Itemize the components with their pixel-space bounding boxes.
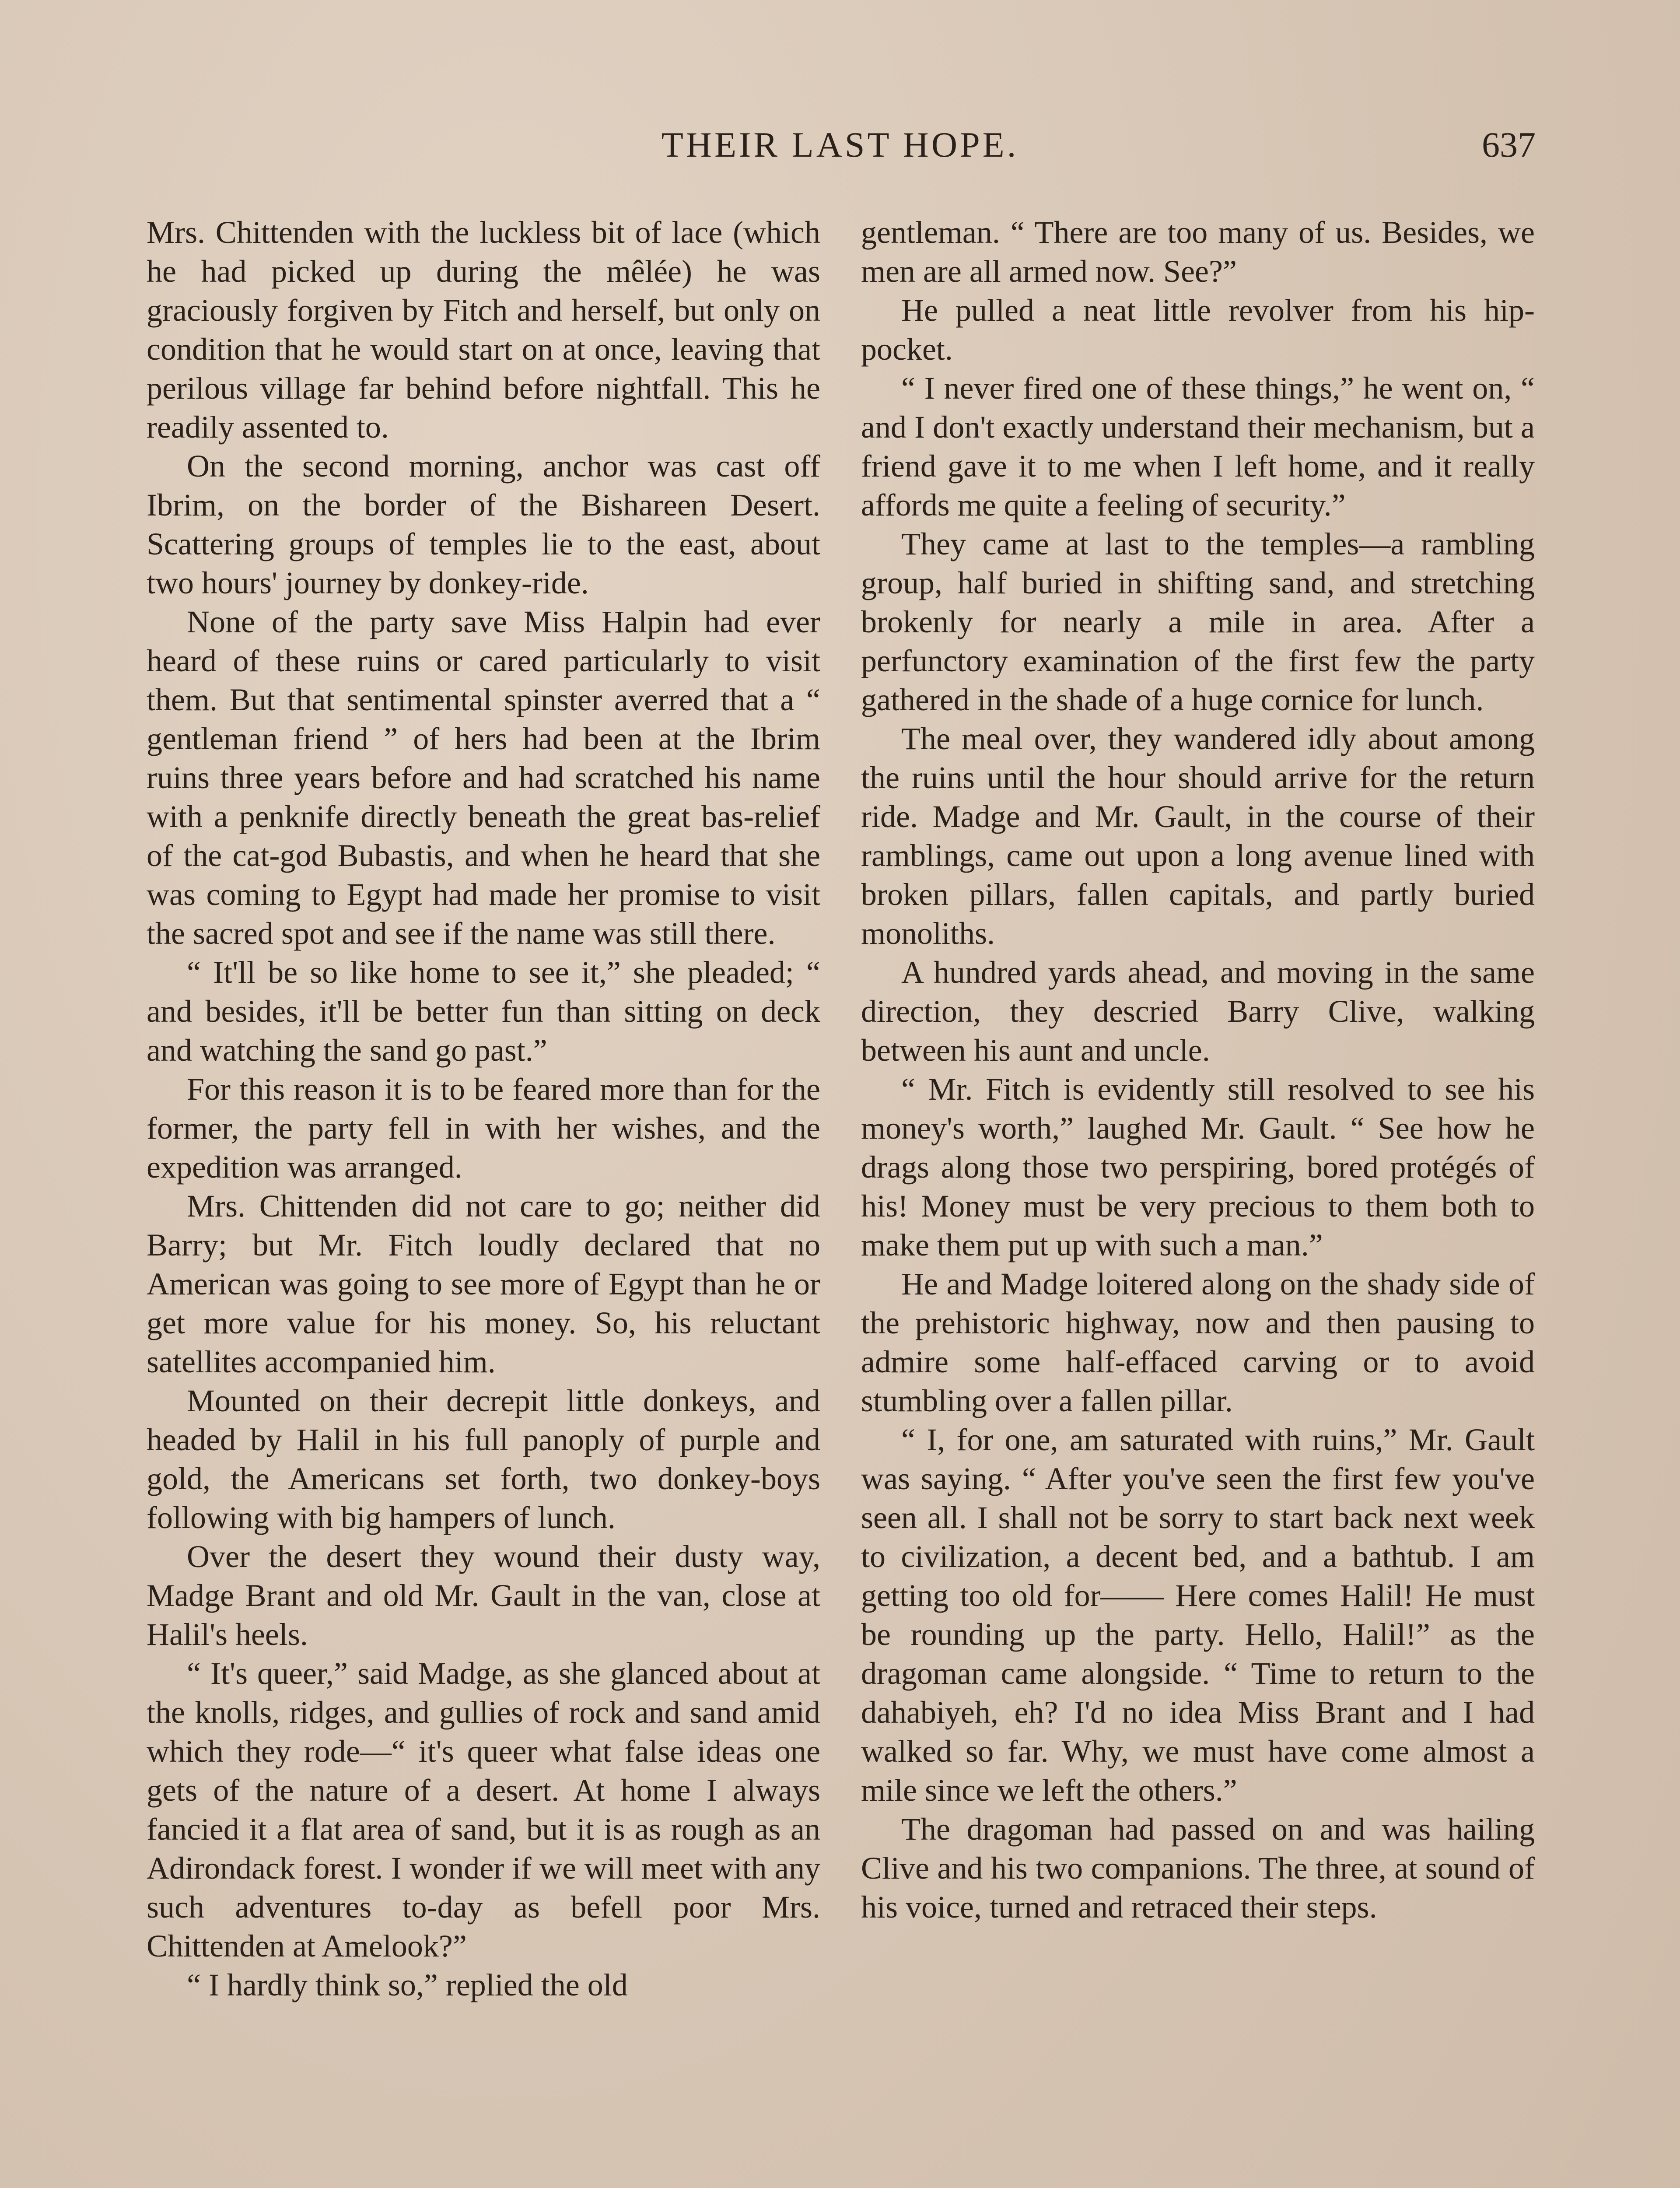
paragraph: gentleman. “ There are too many of us. Besides, we men are all armed now. See?” [861,215,1535,289]
right-column [861,213,1535,1927]
paragraph: He pulled a neat little revolver from his hip-pocket. [861,293,1535,367]
paragraph: “ Mr. Fitch is evidently still resolved to see his money's worth,” laughed Mr. Gault. “ See how he drags along those two perspiring, bored protégés of his! Money must be very precious to them both to make them put up with such a man.” [861,1072,1535,1262]
paragraph: A hundred yards ahead, and moving in the same direction, they descried Barry Clive, walking between his aunt and uncle. [861,955,1535,1068]
paragraph: “ I, for one, am saturated with ruins,” Mr. Gault was saying. “ After you've seen the first few you've seen all. I shall not be sorry to start back next week to civilization, a decent bed, and a bathtub. I am getting too old for—— Here comes Halil! He must be rounding up the party. Hello, Halil!” as the dragoman came alongside. “ Time to return to the dahabiyeh, eh? I'd no idea Miss Brant and I had walked so far. Why, we must have come almost a mile since we left the others.” [861,1422,1535,1808]
paragraph: He and Madge loitered along on the shady side of the prehistoric highway, now and then pausing to admire some half-effaced carving or to avoid stumbling over a fallen pillar. [861,1266,1535,1418]
page-number: 637 [1482,125,1536,165]
paragraph: “ It'll be so like home to see it,” she pleaded; “ and besides, it'll be better fun than sitting on deck and watching the sand go past.” [147,955,820,1068]
paragraph: “ It's queer,” said Madge, as she glanced about at the knolls, ridges, and gullies of rock and sand amid which they rode—“ it's queer what false ideas one gets of the nature of a desert. At home I always fancied it a flat area of sand, but it is as rough as an Adirondack forest. I wonder if we will meet with any such adventures to-day as befell poor Mrs. Chittenden at Amelook?” [147,1656,820,1964]
paragraph: Mrs. Chittenden with the luckless bit of lace (which he had picked up during the mêlée) he was graciously forgiven by Fitch and herself, but only on condition that he would start on at once, leaving that perilous village far behind before nightfall. This he readily assented to. [147,215,820,445]
running-title: THEIR LAST HOPE. [661,125,1019,165]
paragraph: Mounted on their decrepit little donkeys, and headed by Halil in his full panoply of purple and gold, the Americans set forth, two donkey-boys following with big hampers of lunch. [147,1383,820,1535]
paragraph: Over the desert they wound their dusty way, Madge Brant and old Mr. Gault in the van, close at Halil's heels. [147,1539,820,1652]
paragraph: “ I hardly think so,” replied the old [187,1967,628,2002]
paragraph: On the second morning, anchor was cast off Ibrim, on the border of the Bishareen Desert. Scattering groups of temples lie to the east, about two hours' journey by donkey-ride. [147,449,820,600]
paragraph: None of the party save Miss Halpin had ever heard of these ruins or cared particularly to visit them. But that sentimental spinster averred that a “ gentleman friend ” of hers had been at the Ibrim ruins three years before and had scratched his name with a penknife directly beneath the great bas-relief of the cat-god Bubastis, and when he heard that she was coming to Egypt had made her promise to visit the sacred spot and see if the name was still there. [147,604,820,951]
paragraph: “ I never fired one of these things,” he went on, “ and I don't exactly understand their mechanism, but a friend gave it to me when I left home, and it really affords me quite a feeling of security.” [861,371,1535,522]
paragraph: The meal over, they wandered idly about among the ruins until the hour should arrive for the return ride. Madge and Mr. Gault, in the course of their ramblings, came out upon a long avenue lined with broken pillars, fallen capitals, and partly buried monoliths. [861,721,1535,951]
paragraph: Mrs. Chittenden did not care to go; neither did Barry; but Mr. Fitch loudly declared that no American was going to see more of Egypt than he or get more value for his money. So, his reluctant satellites accompanied him. [147,1189,820,1379]
paragraph: The dragoman had passed on and was hailing Clive and his two companions. The three, at sound of his voice, turned and retraced their steps. [861,1812,1535,1925]
paragraph: They came at last to the temples—a rambling group, half buried in shifting sand, and stretching brokenly for nearly a mile in area. After a perfunctory examination of the first few the party gathered in the shade of a huge cornice for lunch. [861,526,1535,717]
paragraph: For this reason it is to be feared more than for the former, the party fell in with her wishes, and the expedition was arranged. [147,1072,820,1185]
left-column [147,213,820,2005]
